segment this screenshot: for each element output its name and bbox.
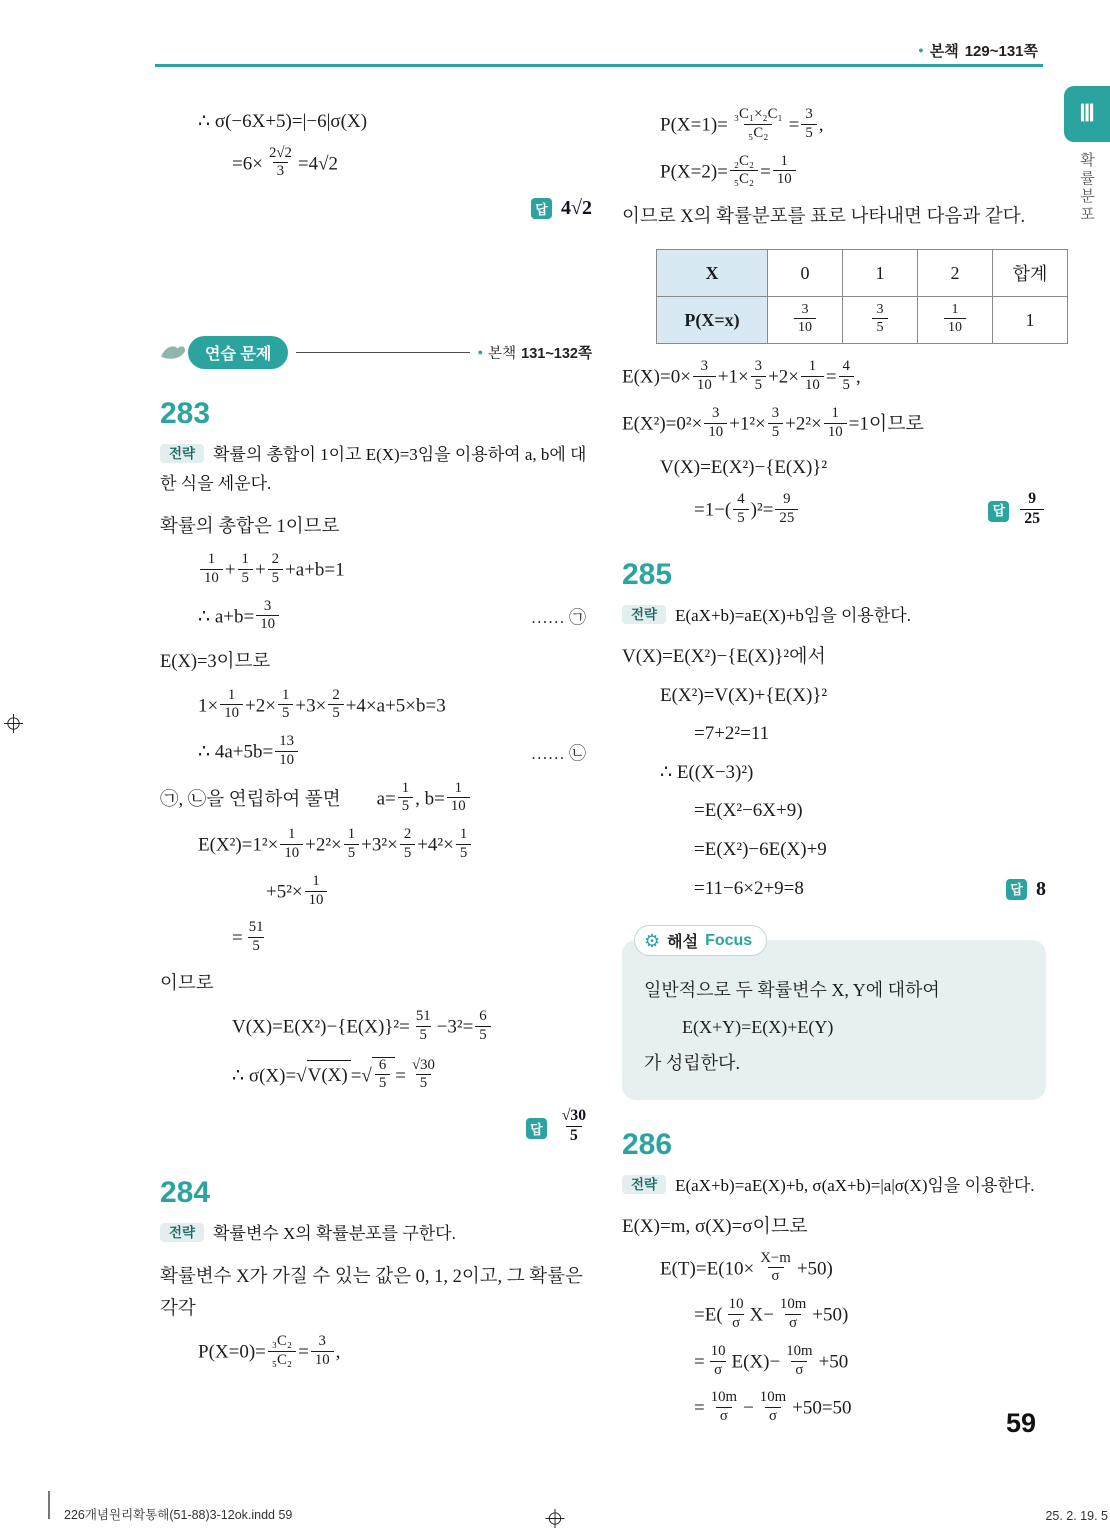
chapter-tab xyxy=(1064,86,1110,142)
strategy-286 xyxy=(622,1172,1046,1201)
exercise-section-header xyxy=(160,336,592,369)
table-cell: P(X=x) xyxy=(657,297,768,344)
formula-line-with-ref xyxy=(160,735,592,772)
formula-line: P(X=0)= $\frac{\text{₃C₂}}{\text{₅C₂}}$ = $\frac{3}{10}$ , xyxy=(198,1333,341,1369)
strategy-text: E(aX+b)=aE(X)+b, σ(aX+b)=|a|σ(X)임을 이용한다. xyxy=(675,1176,1035,1196)
formula-line: ∴ σ(−6X+5)=|−6|σ(X) xyxy=(198,111,368,132)
formula-line: =7+2²=11 xyxy=(694,723,770,745)
table-cell: 1 xyxy=(843,250,918,297)
answer-badge: 답 xyxy=(988,501,1009,522)
formula-line: =E( $\frac{10}{\sigma}$ X− $\frac{10m}{\sigma}$ +50) xyxy=(694,1296,849,1331)
formula-line-with-ref xyxy=(160,597,592,637)
body-text: E(X)=3이므로 xyxy=(160,652,271,673)
formula-line: = $\frac{51}{5}$ xyxy=(232,919,264,955)
table-cell: 합계 xyxy=(993,250,1068,297)
chapter-vertical-label: 확률분포 xyxy=(1078,152,1095,224)
page-number: 59 xyxy=(1005,1408,1036,1438)
exercise-ref-label: 본책 xyxy=(488,346,517,363)
focus-text: 가 성립한다. xyxy=(644,1052,740,1073)
exercise-badge: 연습 문제 xyxy=(188,336,288,369)
formula-line-with-answer xyxy=(622,492,1046,530)
bird-icon xyxy=(160,343,187,362)
answer-value: 4√2 xyxy=(561,197,592,220)
formula-line: +5²× $\frac{1}{10}$ xyxy=(160,875,592,912)
formula: =1−( $\frac{4}{5}$ )²= $\frac{9}{25}$ xyxy=(622,493,800,530)
formula-line: V(X)=E(X²)−{E(X)}² xyxy=(660,456,828,478)
header-page-ref xyxy=(918,40,1038,61)
right-column xyxy=(622,98,1046,1438)
focus-title-en: Focus xyxy=(705,931,753,949)
gear-icon: ⚙ xyxy=(644,930,661,951)
formula-line: = $\frac{10m}{\sigma}$ − $\frac{10m}{\sigma}$ +50=50 xyxy=(694,1389,852,1425)
formula-line: =6× $\frac{2√2}{3}$ =4√2 xyxy=(232,144,339,180)
equation-ref-mark: …… ㉡ xyxy=(530,743,586,763)
formula-line: E(X)=m, σ(X)=σ이므로 xyxy=(622,1216,808,1238)
answer-row xyxy=(160,1109,592,1147)
equation-ref-mark: …… ㉠ xyxy=(530,608,586,628)
header-ref-pages: 129~131쪽 xyxy=(964,43,1038,60)
answer-badge: 답 xyxy=(526,1118,547,1139)
bullet-icon: ● xyxy=(477,347,484,358)
header-ref-label: 본책 xyxy=(929,43,959,60)
formula-line: P(X=2)= $\frac{\text{₂C₂}}{\text{₅C₂}}$ = $\frac{1}{10}$ xyxy=(622,155,1046,192)
formula-line-with-answer xyxy=(622,874,1046,904)
exercise-page-ref xyxy=(478,342,592,363)
problem-number-286: 286 xyxy=(622,1128,673,1162)
strategy-badge: 전략 xyxy=(160,444,204,463)
answer-value: 8 xyxy=(1036,878,1046,901)
probability-distribution-table xyxy=(656,249,1068,344)
crop-mark xyxy=(48,1491,50,1519)
formula-line: E(X²)=V(X)+{E(X)}² xyxy=(660,684,828,706)
footer-imprint: 226개념원리확통해(51-88)3-12ok.indd 59 xyxy=(64,1508,293,1522)
answer-group xyxy=(1006,874,1046,904)
focus-text: 일반적으로 두 확률변수 X, Y에 대하여 xyxy=(644,980,940,1001)
table-cell: $\frac{3}{10}$ xyxy=(768,297,843,344)
formula-line: = $\frac{10}{\sigma}$ E(X)− $\frac{10m}{\sigma}$ +50 xyxy=(694,1342,849,1378)
bullet-icon: ● xyxy=(918,45,924,55)
formula-line: E(X)=0× $\frac{3}{10}$ +1× $\frac{3}{5}$ +2× $\frac{1}{10}$ = $\frac{4}{5}$ , xyxy=(622,358,861,394)
strategy-text: 확률의 총합이 1이고 E(X)=3임을 이용하여 a, b에 대한 식을 세운다. xyxy=(160,445,587,493)
top-rule xyxy=(155,64,1043,67)
answer-group xyxy=(988,492,1046,530)
divider-line xyxy=(296,352,469,354)
strategy-285 xyxy=(622,602,1046,631)
table-cell: $\frac{3}{5}$ xyxy=(843,297,918,344)
body-text: 확률의 총합은 1이므로 xyxy=(160,516,340,537)
strategy-badge: 전략 xyxy=(622,1175,666,1194)
text-with-formula xyxy=(160,779,592,819)
formula-line: V(X)=E(X²)−{E(X)}²= $\frac{51}{5}$ −3²= $\frac{6}{5}$ xyxy=(160,1010,592,1047)
focus-formula: E(X+Y)=E(X)+E(Y) xyxy=(682,1016,834,1037)
problem-number-285: 285 xyxy=(622,558,673,592)
focus-callout-box xyxy=(622,930,1046,1100)
formula-line: E(X²)=1²× $\frac{1}{10}$ +2²× $\frac{1}{5}$ +3²× $\frac{2}{5}$ +4²× $\frac{1}{5}$ xyxy=(160,828,592,865)
table-cell: X xyxy=(657,250,768,297)
body-text: ㉠, ㉡을 연립하여 풀면 xyxy=(160,789,341,810)
answer-badge: 답 xyxy=(1006,879,1027,900)
table-cell: 0 xyxy=(768,250,843,297)
formula-line: 1× $\frac{1}{10}$ +2× $\frac{1}{5}$ +3× $\frac{2}{5}$ +4×a+5×b=3 xyxy=(198,686,446,722)
table-row xyxy=(657,250,1068,297)
answer-value: $\frac{√30}{5}$ xyxy=(561,1107,586,1144)
registration-mark xyxy=(546,1509,565,1528)
focus-title-ko: 해설 xyxy=(667,934,699,952)
formula-line: =E(X²)−6E(X)+9 xyxy=(694,838,827,860)
exercise-ref-pages: 131~132쪽 xyxy=(521,346,592,363)
focus-box-title xyxy=(634,925,767,956)
formula: =11−6×2+9=8 xyxy=(694,878,804,900)
formula-line: P(X=1)= $\frac{\text{₃C₁×₂C₁}}{\text{₅C₂}}$ = $\frac{3}{5}$ , xyxy=(660,106,824,141)
left-column xyxy=(160,98,592,1382)
body-text: 이므로 xyxy=(160,973,214,994)
footer-date: 25. 2. 19. 5 xyxy=(1045,1509,1108,1523)
strategy-text: E(aX+b)=aE(X)+b임을 이용한다. xyxy=(675,606,911,626)
formula-line: E(X²)=0²× $\frac{3}{10}$ +1²× $\frac{3}{5}$ +2²× $\frac{1}{10}$ =1이므로 xyxy=(622,404,924,440)
strategy-283 xyxy=(160,441,592,499)
strategy-284 xyxy=(160,1220,592,1249)
body-text: 확률변수 X가 가질 수 있는 값은 0, 1, 2이고, 그 확률은 각각 xyxy=(160,1266,583,1319)
formula-line: V(X)=E(X²)−{E(X)}²에서 xyxy=(622,646,826,668)
formula-line: ∴ E((X−3)²) xyxy=(660,761,754,783)
answer-badge: 답 xyxy=(531,198,552,219)
formula-line: E(T)=E(10× $\frac{X-m}{\sigma}$ +50) xyxy=(660,1249,833,1285)
strategy-text: 확률변수 X의 확률분포를 구한다. xyxy=(213,1223,456,1243)
formula-line: =E(X²−6X+9) xyxy=(694,800,803,822)
registration-mark xyxy=(4,714,23,733)
table-cell: 2 xyxy=(918,250,993,297)
answer-value: $\frac{9}{25}$ xyxy=(1018,492,1046,530)
formula-line: ∴ σ(X)=√V(X) =√ $\frac{6}{5}$ = $\frac{√30}{5}$ xyxy=(160,1057,592,1096)
formula: ∴ 4a+5b= $\frac{13}{10}$ xyxy=(198,735,300,772)
answer-row xyxy=(160,197,592,220)
table-cell: $\frac{1}{10}$ xyxy=(918,297,993,344)
table-cell: 1 xyxy=(993,297,1068,344)
formula-line: $\frac{1}{10}$ + $\frac{1}{5}$ + $\frac{2}{5}$ +a+b=1 xyxy=(160,553,592,590)
formula: ∴ a+b= $\frac{3}{10}$ xyxy=(198,600,281,637)
table-row xyxy=(657,297,1068,344)
problem-number-284: 284 xyxy=(160,1175,211,1209)
problem-number-283: 283 xyxy=(160,397,211,431)
formula: a= $\frac{1}{5}$ , b= $\frac{1}{10}$ xyxy=(377,782,472,819)
body-text: 이므로 X의 확률분포를 표로 나타내면 다음과 같다. xyxy=(622,207,1026,228)
chapter-roman-numeral: Ⅲ xyxy=(1079,101,1095,126)
strategy-badge: 전략 xyxy=(622,605,666,624)
strategy-badge: 전략 xyxy=(160,1223,204,1242)
